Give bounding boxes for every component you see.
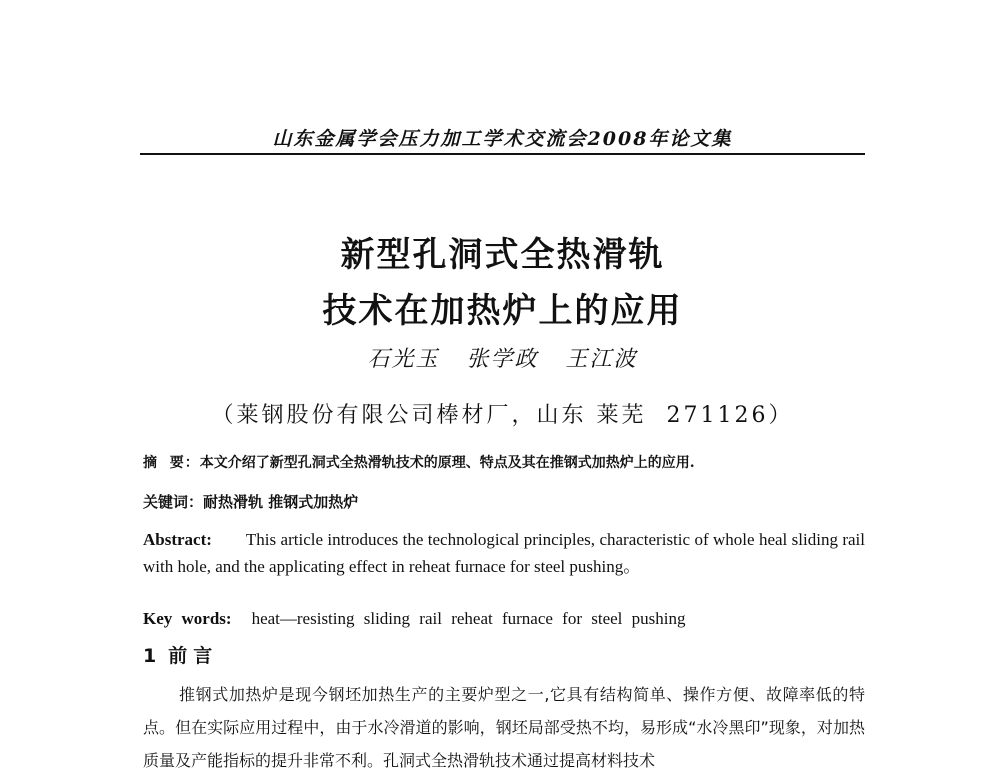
keywords-cn-label: 关键词： — [143, 493, 204, 511]
abstract-en — [143, 526, 865, 580]
keywords-cn-text: 耐热滑轨 推钢式加热炉 — [203, 493, 359, 511]
abstract-cn — [143, 452, 868, 472]
abstract-cn-label: 摘 要： — [143, 455, 200, 471]
section-number: 1 — [143, 645, 157, 667]
keywords-en — [143, 609, 865, 629]
keywords-en-text: heat—resisting sliding rail reheat furnace for steel pushing — [251, 609, 686, 628]
section-paragraph: 推钢式加热炉是现今钢坯加热生产的主要炉型之一,它具有结构简单、操作方便、故障率低的特点。但在实际应用过程中，由于水冷滑道的影响，钢坯局部受热不均，易形成“水冷黑印”现象，对加热质量及产能指标的提升非常不利。孔洞式全热滑轨技术通过提高材料技术 — [143, 685, 865, 770]
affiliation: （莱钢股份有限公司棒材厂，山东 莱芜 271126） — [211, 403, 794, 428]
section-title: 前言 — [168, 645, 219, 667]
paper-title-line-1: 新型孔洞式全热滑轨 — [340, 235, 665, 275]
running-header: 山东金属学会压力加工学术交流会2008年论文集 — [272, 128, 733, 150]
section-heading — [143, 641, 218, 668]
keywords-en-label: Key words: — [143, 609, 232, 628]
abstract-en-text: This article introduces the technological principles, characteristic of whole heal sliding rail with hole, and the applicating effect in reheat furnace for steel pushing。 — [143, 530, 865, 576]
header-rule — [140, 153, 865, 155]
abstract-en-label: Abstract: — [143, 530, 212, 549]
authors: 石光玉 张学政 王江波 — [367, 347, 638, 372]
paper-title-line-2: 技术在加热炉上的应用 — [322, 291, 683, 331]
keywords-cn — [143, 491, 868, 512]
abstract-cn-text: 本文介绍了新型孔洞式全热滑轨技术的原理、特点及其在推钢式加热炉上的应用. — [199, 455, 695, 471]
